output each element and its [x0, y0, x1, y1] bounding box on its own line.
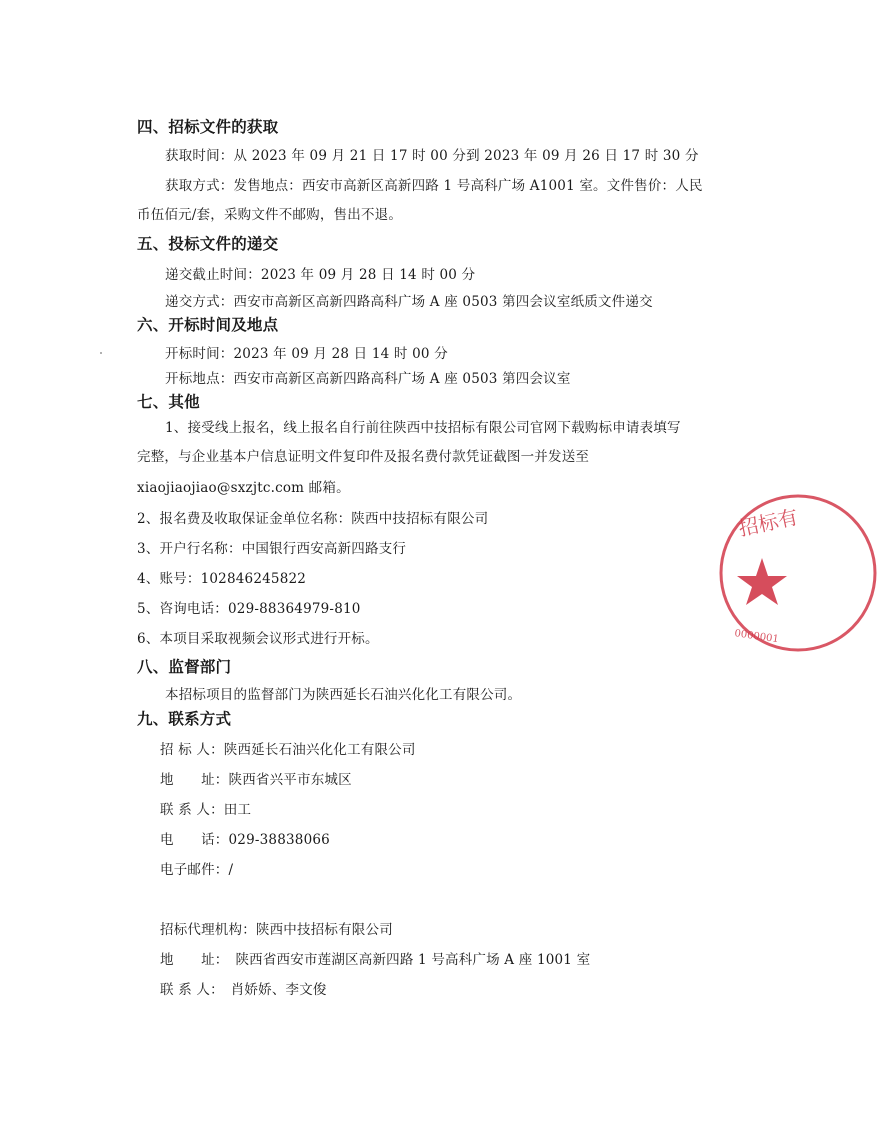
other-item-1-cont: 完整，与企业基本户信息证明文件复印件及报名费付款凭证截图一并发送至	[137, 449, 590, 465]
acquisition-time: 获取时间：从 2023 年 09 月 21 日 17 时 00 分到 2023 年 09 月 26 日 17 时 30 分	[165, 148, 699, 164]
agency-contact: 联 系 人： 肖娇娇、李文俊	[160, 982, 327, 998]
section-6-heading: 六、开标时间及地点	[137, 316, 279, 334]
contact-address: 地 址：陕西省兴平市东城区	[160, 772, 352, 788]
section-8-heading: 八、监督部门	[137, 658, 232, 676]
other-item-6: 6、本项目采取视频会议形式进行开标。	[137, 631, 379, 647]
submission-method: 递交方式：西安市高新区高新四路高科广场 A 座 0503 第四会议室纸质文件递交	[165, 294, 653, 310]
other-item-1: 1、接受线上报名，线上报名自行前往陕西中技招标有限公司官网下载购标申请表填写	[165, 420, 681, 436]
seal-text-top: 招标有	[736, 504, 801, 541]
agency-name: 招标代理机构：陕西中技招标有限公司	[160, 922, 393, 938]
company-seal	[718, 492, 808, 654]
scan-speck	[100, 352, 102, 354]
acquisition-method-cont: 币伍佰元/套，采购文件不邮购，售出不退。	[137, 207, 403, 223]
supervision-text: 本招标项目的监督部门为陕西延长石油兴化化工有限公司。	[165, 687, 522, 703]
other-item-3: 3、开户行名称：中国银行西安高新四路支行	[137, 541, 407, 557]
other-item-2: 2、报名费及收取保证金单位名称：陕西中技招标有限公司	[137, 511, 489, 527]
agency-address: 地 址： 陕西省西安市莲湖区高新四路 1 号高科广场 A 座 1001 室	[160, 952, 591, 968]
contact-person: 联 系 人：田工	[160, 802, 252, 818]
seal-text-bottom: 0000001	[733, 628, 780, 646]
section-7-heading: 七、其他	[137, 393, 200, 411]
contact-email: 电子邮件：/	[160, 862, 234, 878]
opening-time: 开标时间：2023 年 09 月 28 日 14 时 00 分	[165, 346, 448, 362]
section-9-heading: 九、联系方式	[137, 710, 232, 728]
submission-deadline: 递交截止时间：2023 年 09 月 28 日 14 时 00 分	[165, 267, 476, 283]
other-item-1-email: xiaojiaojiao@sxzjtc.com 邮箱。	[137, 480, 350, 496]
contact-phone: 电 话：029-38838066	[160, 832, 330, 848]
other-item-4: 4、账号：102846245822	[137, 571, 307, 587]
section-4-heading: 四、招标文件的获取	[137, 118, 279, 136]
acquisition-method: 获取方式：发售地点：西安市高新区高新四路 1 号高科广场 A1001 室。文件售价：人民	[165, 178, 703, 194]
opening-place: 开标地点：西安市高新区高新四路高科广场 A 座 0503 第四会议室	[165, 371, 571, 387]
seal-graphic	[718, 492, 878, 654]
other-item-5: 5、咨询电话：029-88364979-810	[137, 601, 361, 617]
contact-tenderer: 招 标 人：陕西延长石油兴化化工有限公司	[160, 742, 416, 758]
seal-star-icon	[737, 558, 787, 605]
section-5-heading: 五、投标文件的递交	[137, 235, 279, 253]
